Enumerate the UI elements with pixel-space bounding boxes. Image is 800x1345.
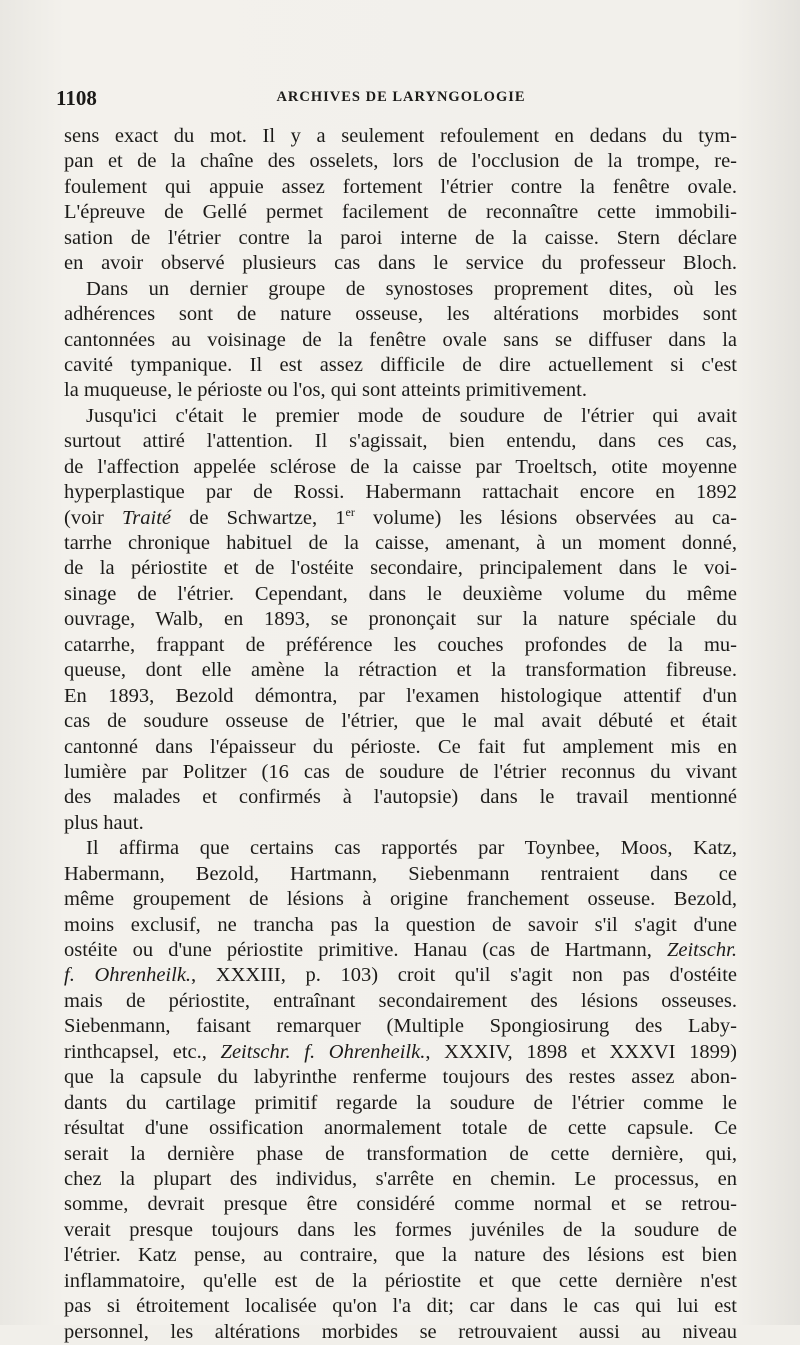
text-line: mais de périostite, entraînant secondairement des lésions osseuses. bbox=[64, 989, 737, 1012]
text-line: serait la dernière phase de transformation de cette dernière, qui, bbox=[64, 1142, 737, 1165]
text-line: hyperplastique par de Rossi. Habermann rattachait encore en 1892 bbox=[64, 481, 737, 504]
text-line: personnel, les altérations morbides se retrouvaient aussi au niveau bbox=[64, 1320, 737, 1343]
text-line: chez la plupart des individus, s'arrête en chemin. Le processus, en bbox=[64, 1167, 737, 1190]
text-line: moins exclusif, ne trancha pas la question de savoir s'il s'agit d'une bbox=[64, 913, 737, 936]
text-line: des malades et confirmés à l'autopsie) dans le travail mentionné bbox=[64, 786, 737, 809]
text-line: adhérences sont de nature osseuse, les altérations morbides sont bbox=[64, 303, 737, 326]
text-line: lumière par Politzer (16 cas de soudure de l'étrier reconnus du vivant bbox=[64, 760, 737, 783]
page-number: 1108 bbox=[56, 86, 97, 110]
text-line: sinage de l'étrier. Cependant, dans le deuxième volume du même bbox=[64, 582, 737, 605]
text-line: en avoir observé plusieurs cas dans le service du professeur Bloch. bbox=[64, 252, 737, 275]
page-header bbox=[56, 86, 746, 110]
text-line: sation de l'étrier contre la paroi interne de la caisse. Stern déclare bbox=[64, 226, 737, 249]
text-line: cas de soudure osseuse de l'étrier, que le mal avait débuté et était bbox=[64, 710, 737, 733]
text-line: plus haut. bbox=[64, 811, 144, 834]
text-line: de l'affection appelée sclérose de la caisse par Troeltsch, otite moyenne bbox=[64, 455, 737, 478]
text-line: (voir Traité de Schwartze, 1er volume) les lésions observées au ca- bbox=[64, 504, 737, 529]
text-line: résultat d'une ossification anormalement totale de cette capsule. Ce bbox=[64, 1117, 737, 1140]
text-line: surtout attiré l'attention. Il s'agissait, bien entendu, dans ces cas, bbox=[64, 430, 737, 453]
text-line: Dans un dernier groupe de synostoses proprement dites, où les bbox=[86, 277, 737, 300]
text-line: foulement qui appuie assez fortement l'étrier contre la fenêtre ovale. bbox=[64, 175, 737, 198]
text-line: cantonné dans l'épaisseur du périoste. Ce fait fut amplement mis en bbox=[64, 735, 737, 758]
text-line: Habermann, Bezold, Hartmann, Siebenmann rentraient dans ce bbox=[64, 862, 737, 885]
text-line: pan et de la chaîne des osselets, lors de l'occlusion de la trompe, re- bbox=[64, 150, 737, 173]
text-line: cavité tympanique. Il est assez difficile de dire actuellement si c'est bbox=[64, 353, 737, 376]
text-line: rinthcapsel, etc., Zeitschr. f. Ohrenheilk., XXXIV, 1898 et XXXVI 1899) bbox=[64, 1040, 738, 1063]
text-line: verait presque toujours dans les formes juvéniles de la soudure de bbox=[64, 1218, 737, 1241]
body-text bbox=[64, 124, 737, 1345]
text-line: ostéite ou d'une périostite primitive. Hanau (cas de Hartmann, Zeitschr. bbox=[64, 939, 737, 961]
text-line: sens exact du mot. Il y a seulement refoulement en dedans du tym- bbox=[64, 125, 737, 147]
text-line: Siebenmann, faisant remarquer (Multiple Spongiosirung des Laby- bbox=[64, 1015, 737, 1038]
text-line: dants du cartilage primitif regarde la soudure de l'étrier comme le bbox=[64, 1091, 737, 1114]
text-line: Il affirma que certains cas rapportés par Toynbee, Moos, Katz, bbox=[86, 837, 737, 860]
text-line: En 1893, Bezold démontra, par l'examen histologique attentif d'un bbox=[64, 684, 737, 707]
text-line: de la périostite et de l'ostéite secondaire, principalement dans le voi- bbox=[64, 557, 737, 580]
text-line: inflammatoire, qu'elle est de la périostite et que cette dernière n'est bbox=[64, 1269, 737, 1292]
text-line: Jusqu'ici c'était le premier mode de soudure de l'étrier qui avait bbox=[86, 404, 737, 427]
text-line: cantonnées au voisinage de la fenêtre ovale sans se diffuser dans la bbox=[64, 328, 737, 351]
text-line: L'épreuve de Gellé permet facilement de reconnaître cette immobili- bbox=[64, 201, 737, 224]
text-line: même groupement de lésions à origine franchement osseuse. Bezold, bbox=[64, 888, 737, 911]
text-line: tarrhe chronique habituel de la caisse, amenant, à un moment donné, bbox=[64, 532, 737, 554]
text-line: la muqueuse, le périoste ou l'os, qui sont atteints primitivement. bbox=[64, 379, 587, 402]
text-line: queuse, dont elle amène la rétraction et la transformation fibreuse. bbox=[64, 659, 737, 682]
text-line: somme, devrait presque être considéré comme normal et se retrou- bbox=[64, 1193, 737, 1216]
text-line: l'étrier. Katz pense, au contraire, que la nature des lésions est bien bbox=[64, 1244, 737, 1267]
text-line: pas si étroitement localisée qu'on l'a dit; car dans le cas qui lui est bbox=[64, 1295, 737, 1318]
text-line: ouvrage, Walb, en 1893, se prononçait sur la nature spéciale du bbox=[64, 608, 737, 631]
text-line: f. Ohrenheilk., XXXIII, p. 103) croit qu'il s'agit non pas d'ostéite bbox=[64, 964, 737, 987]
text-line: que la capsule du labyrinthe renferme toujours des restes assez abon- bbox=[64, 1066, 737, 1089]
running-title: ARCHIVES DE LARYNGOLOGIE bbox=[276, 89, 526, 105]
text-line: catarrhe, frappant de préférence les couches profondes de la mu- bbox=[64, 633, 737, 656]
